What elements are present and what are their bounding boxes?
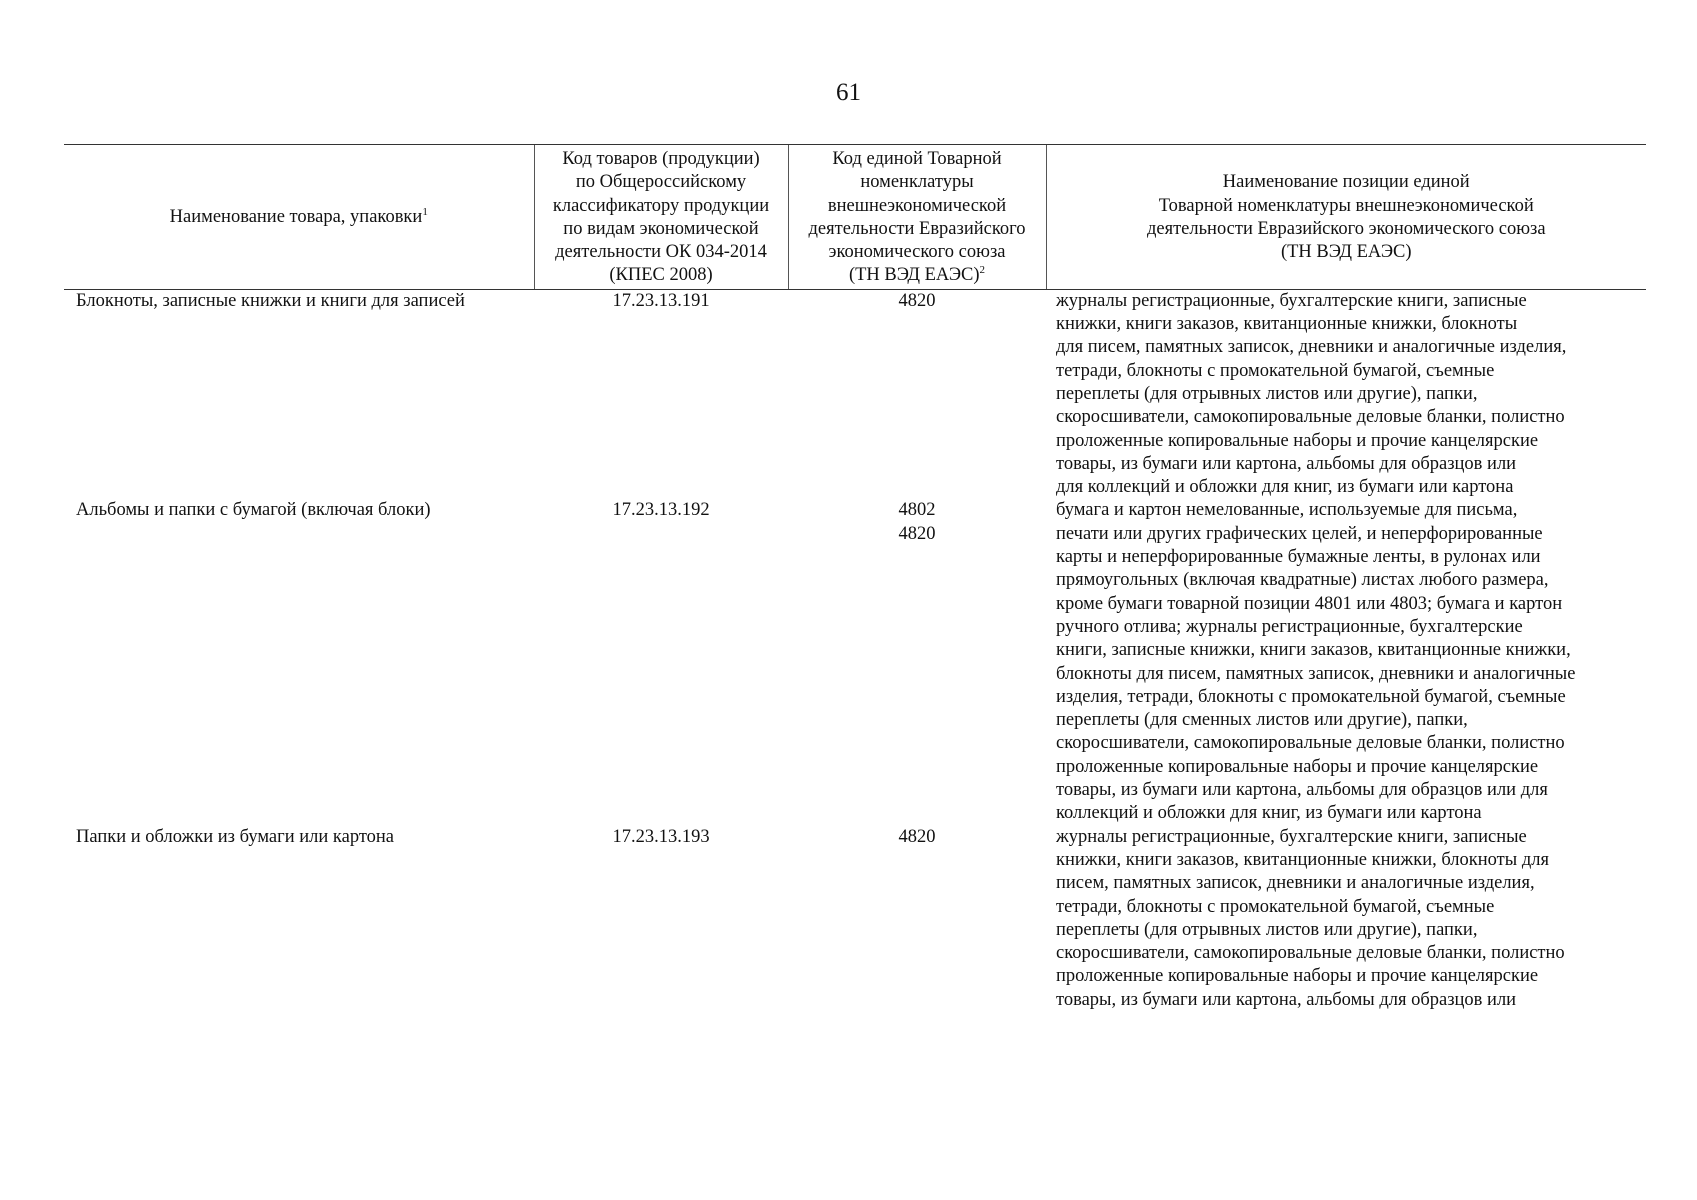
description-line: книги, записные книжки, книги заказов, квитанционные книжки, — [1056, 640, 1571, 661]
header-line: внешнеэкономической — [827, 195, 1007, 216]
tnved-description-cell — [1046, 289, 1646, 499]
description-line: изделия, тетради, блокноты с промокательной бумагой, съемные — [1056, 686, 1566, 707]
header-line-text: (ТН ВЭД ЕАЭС) — [848, 265, 980, 286]
description-line: переплеты (для отрывных листов или другие), папки, — [1056, 919, 1478, 940]
header-line — [793, 264, 1042, 287]
tnved-code-cell — [788, 499, 1046, 825]
footnote-mark: 2 — [979, 264, 986, 277]
description-line: журналы регистрационные, бухгалтерские книги, записные — [1056, 826, 1527, 847]
tnved-code-cell — [788, 289, 1046, 499]
header-line: Код единой Товарной — [832, 149, 1002, 169]
description-line: для писем, памятных записок, дневники и аналогичные изделия, — [1056, 337, 1567, 358]
description-line: тетради, блокноты с промокательной бумагой, съемные — [1056, 896, 1495, 917]
description-line: скоросшиватели, самокопировальные деловые бланки, полистно — [1056, 407, 1565, 428]
description-line: переплеты (для сменных листов или другие), папки, — [1056, 710, 1468, 731]
description-line: скоросшиватели, самокопировальные деловые бланки, полистно — [1056, 733, 1565, 754]
description-line: проложенные копировальные наборы и прочие канцелярские — [1056, 430, 1539, 451]
description-line: товары, из бумаги или картона, альбомы для образцов или — [1056, 453, 1517, 474]
header-line: классификатору продукции — [552, 195, 770, 216]
header-line: по Общероссийскому — [575, 172, 747, 193]
header-goods-name — [64, 145, 534, 290]
header-line: номенклатуры — [860, 172, 974, 193]
tnved-description-cell — [1046, 499, 1646, 825]
description-line: прямоугольных (включая квадратные) листах любого размера, — [1056, 570, 1549, 591]
description-line: писем, памятных записок, дневники и аналогичные изделия, — [1056, 873, 1535, 894]
description-line: книжки, книги заказов, квитанционные книжки, блокноты — [1056, 314, 1518, 335]
header-line: деятельности ОК 034-2014 — [555, 242, 767, 263]
header-line: (ТН ВЭД ЕАЭС) — [1280, 242, 1412, 263]
tnved-code: 4802 — [898, 500, 936, 521]
header-line: (КПЕС 2008) — [609, 265, 713, 286]
description-line: товары, из бумаги или картона, альбомы для образцов или — [1056, 989, 1517, 1010]
description-line: журналы регистрационные, бухгалтерские книги, записные — [1056, 290, 1527, 311]
description-line: переплеты (для отрывных листов или другие), папки, — [1056, 383, 1478, 404]
goods-name-cell: Альбомы и папки с бумагой (включая блоки) — [76, 500, 431, 521]
page-number: 61 — [836, 79, 861, 106]
tnved-code: 4820 — [898, 523, 936, 544]
description-line: блокноты для писем, памятных записок, дневники и аналогичные — [1056, 663, 1576, 684]
header-tnved-code — [788, 145, 1046, 290]
description-line: скоросшиватели, самокопировальные деловые бланки, полистно — [1056, 943, 1565, 964]
header-goods-name-text: Наименование товара, упаковки — [169, 207, 423, 228]
goods-table — [64, 144, 1646, 1012]
goods-name-cell: Папки и обложки из бумаги или картона — [76, 826, 395, 847]
header-line: деятельности Евразийского — [808, 218, 1026, 239]
header-line: Наименование позиции единой — [1222, 172, 1470, 193]
header-okpd-code — [534, 145, 788, 290]
header-line: Код товаров (продукции) — [562, 149, 760, 169]
header-line: Товарной номенклатуры внешнеэкономической — [1158, 195, 1534, 216]
tnved-code: 4820 — [898, 290, 936, 311]
header-line: деятельности Евразийского экономического союза — [1146, 218, 1546, 239]
description-line: ручного отлива; журналы регистрационные, бухгалтерские — [1056, 616, 1523, 637]
table-row — [64, 826, 1646, 1012]
description-line: для коллекций и обложки для книг, из бумаги или картона — [1056, 477, 1514, 498]
tnved-code: 4820 — [898, 826, 936, 847]
okpd-code-cell: 17.23.13.192 — [612, 500, 710, 521]
header-line: экономического союза — [828, 242, 1006, 263]
description-line: тетради, блокноты с промокательной бумагой, съемные — [1056, 360, 1495, 381]
header-line: по видам экономической — [563, 218, 759, 239]
footnote-mark: 1 — [422, 206, 428, 219]
description-line: книжки, книги заказов, квитанционные книжки, блокноты для — [1056, 849, 1549, 870]
tnved-code-cell — [788, 826, 1046, 1012]
description-line: товары, из бумаги или картона, альбомы для образцов или для — [1056, 780, 1548, 801]
description-line: проложенные копировальные наборы и прочие канцелярские — [1056, 756, 1539, 777]
description-line: проложенные копировальные наборы и прочие канцелярские — [1056, 966, 1539, 987]
table-header — [64, 145, 1646, 290]
description-line: карты и неперфорированные бумажные ленты, в рулонах или — [1056, 547, 1541, 568]
description-line: кроме бумаги товарной позиции 4801 или 4803; бумага и картон — [1056, 593, 1563, 614]
okpd-code-cell: 17.23.13.191 — [612, 290, 710, 311]
header-tnved-name — [1046, 145, 1646, 290]
description-line: коллекций и обложки для книг, из бумаги или картона — [1056, 803, 1482, 824]
table-row — [64, 289, 1646, 499]
description-line: печати или других графических целей, и неперфорированные — [1056, 523, 1543, 544]
description-line: бумага и картон немелованные, используемые для письма, — [1056, 500, 1518, 521]
goods-name-cell: Блокноты, записные книжки и книги для записей — [76, 290, 465, 311]
okpd-code-cell: 17.23.13.193 — [612, 826, 710, 847]
tnved-description-cell — [1046, 826, 1646, 1012]
table-row — [64, 499, 1646, 825]
